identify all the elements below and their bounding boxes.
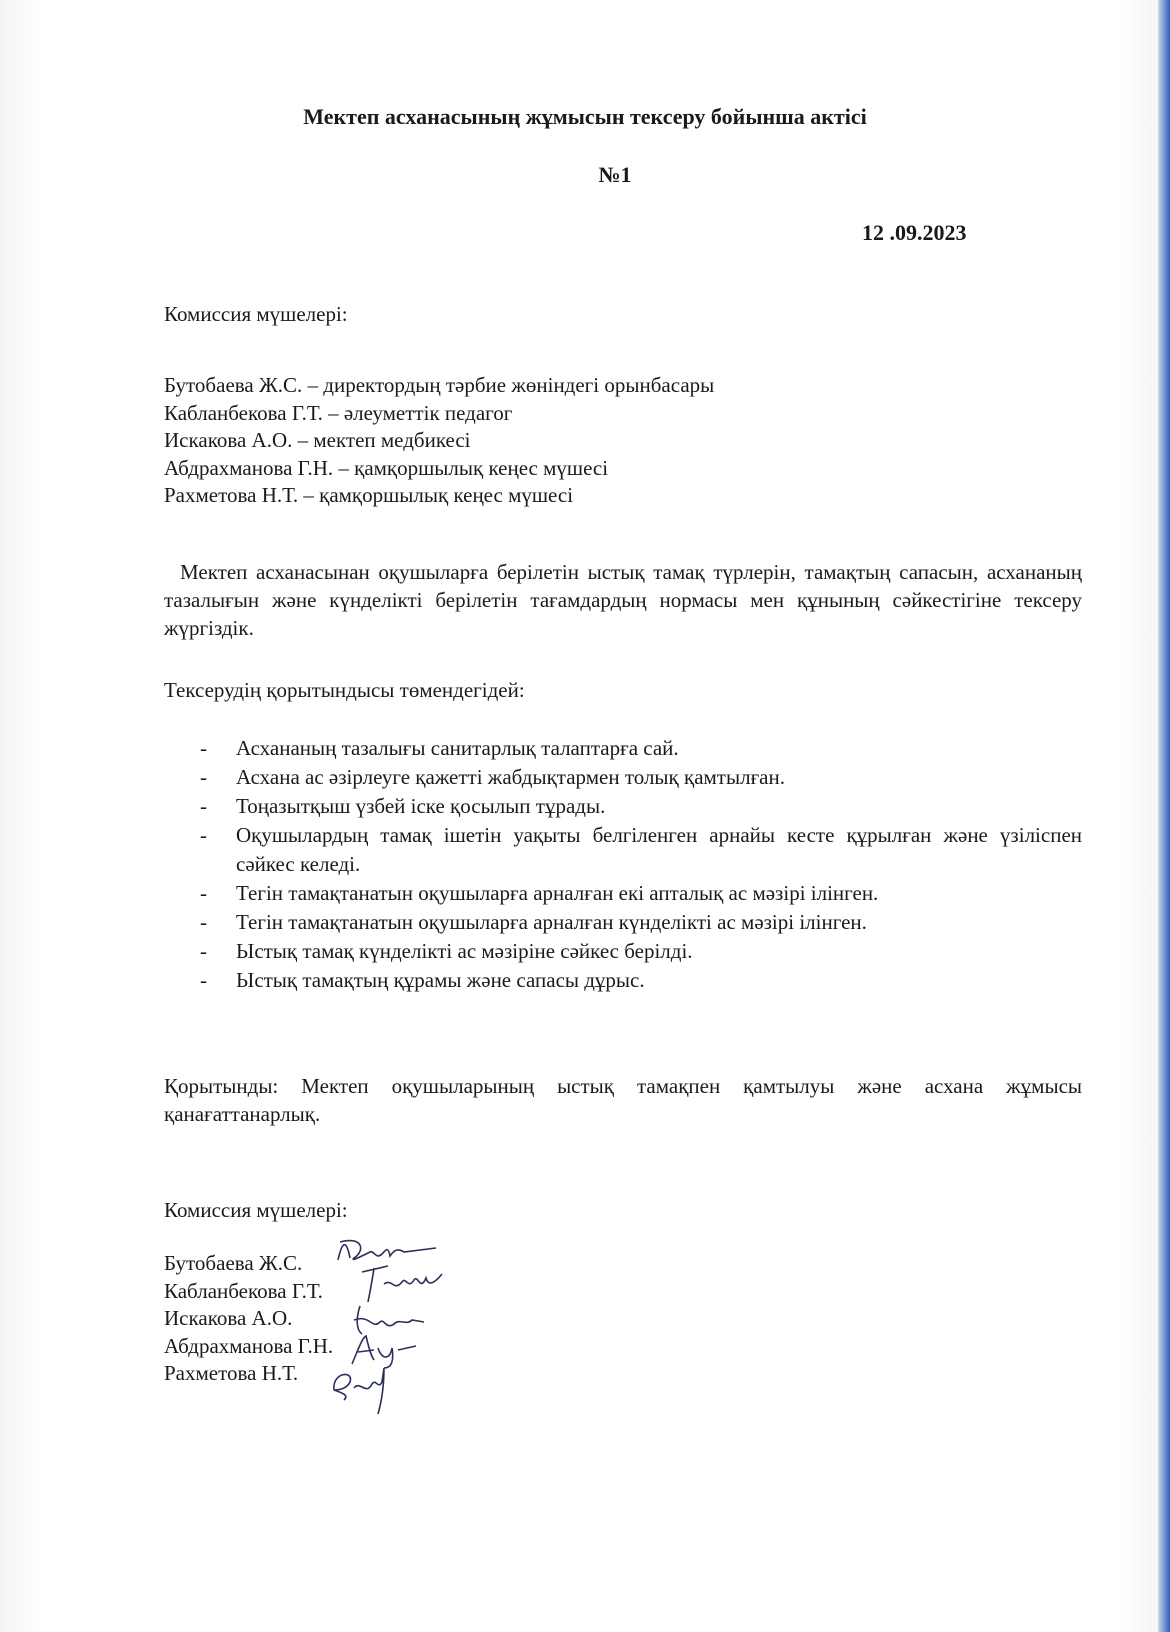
signers-list [164, 1250, 333, 1388]
intro-paragraph: Мектеп асханасынан оқушыларға берілетін ыстық тамақ түрлерін, тамақтың сапасын, асхананың тазалығын және күнделікті берілетін тағамдардың нормасы мен құнының сәйкестігіне тексеру жүргіздік. [164, 560, 1082, 640]
blue-cover-edge [1158, 0, 1170, 1632]
member-4: Абдрахманова Г.Н. – қамқоршылық кеңес мүшесі [164, 455, 609, 480]
finding-item: - Асхананың тазалығы санитарлық талаптарға сай. [164, 734, 1082, 763]
signatures-label: Комиссия мүшелері: [164, 1198, 348, 1222]
findings-list [164, 734, 1082, 995]
commission-label: Комиссия мүшелері: [164, 302, 348, 326]
finding-item: - Тегін тамақтанатын оқушыларға арналған екі апталық ас мәзірі ілінген. [164, 879, 1082, 908]
finding-item: - Оқушылардың тамақ ішетін уақыты белгіленген арнайы кесте құрылған және үзіліспен сәйкес келеді. [164, 821, 1082, 879]
member-2: Кабланбекова Г.Т. – әлеуметтік педагог [164, 400, 513, 425]
member-5: Рахметова Н.Т. – қамқоршылық кеңес мүшесі [164, 483, 574, 507]
finding-item: - Асхана ас әзірлеуге қажетті жабдықтармен толық қамтылған. [164, 763, 1082, 792]
signer-2: Кабланбекова Г.Т. [164, 1278, 323, 1303]
document-title: Мектеп асханасының жұмысын тексеру бойынша актісі [303, 104, 867, 129]
finding-item: - Ыстық тамақтың құрамы және сапасы дұрыс. [164, 966, 1082, 995]
conclusion-paragraph: Қорытынды: Мектеп оқушыларының ыстық тамақпен қамтылуы және асхана жұмысы қанағаттанарлық. [164, 1074, 1082, 1126]
finding-item: - Тоңазытқыш үзбей іске қосылып тұрады. [164, 792, 1082, 821]
member-3: Искакова А.О. – мектеп медбикесі [164, 428, 471, 452]
results-label: Тексерудің қорытындысы төмендегідей: [164, 678, 525, 702]
finding-item: - Тегін тамақтанатын оқушыларға арналған күнделікті ас мәзірі ілінген. [164, 908, 1082, 937]
document-date: 12 .09.2023 [862, 220, 967, 245]
commission-members [164, 372, 714, 510]
document-number: №1 [598, 162, 632, 187]
signer-5: Рахметова Н.Т. [164, 1361, 299, 1385]
signer-1: Бутобаева Ж.С. [164, 1251, 303, 1275]
finding-item: - Ыстық тамақ күнделікті ас мәзіріне сәйкес берілді. [164, 937, 1082, 966]
signer-3: Искакова А.О. [164, 1306, 293, 1330]
member-1: Бутобаева Ж.С. – директордың тәрбие жөніндегі орынбасары [164, 373, 715, 397]
signature-5 [326, 1360, 406, 1416]
signer-4: Абдрахманова Г.Н. [164, 1333, 334, 1358]
